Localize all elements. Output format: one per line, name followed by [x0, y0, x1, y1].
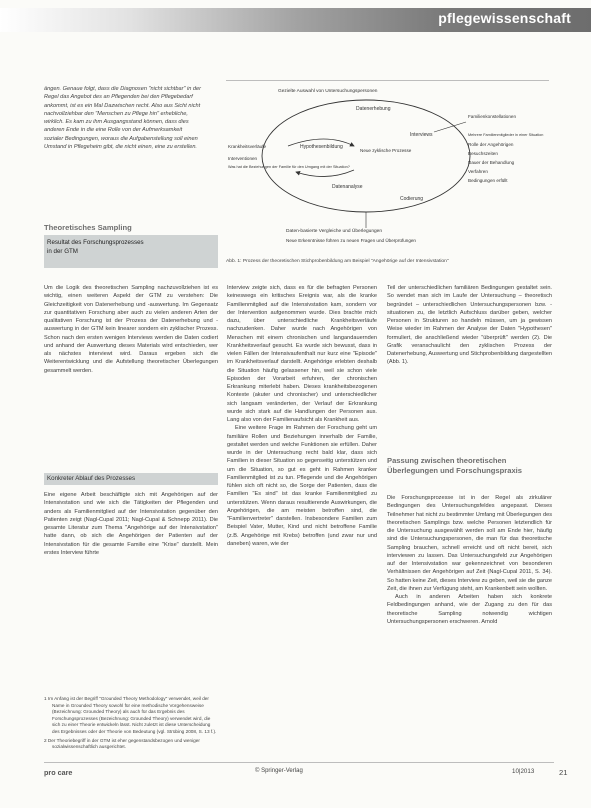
column-3-bottom	[387, 494, 552, 756]
col2-paragraph-2: Eine weitere Frage im Rahmen der Forschung geht um familiäre Rollen und Beziehungen innerhalb der Familie, gestaltet werden und welche Funktionen sie erfüllen. Daher wurde in der Untersuchung recht bald klar, dass sich Familien in dieser Situation so gegenseitig unterstützen und um die Situation, so gut es geht in Rahmen kranker Familienmitglied ist zu tun. Pflegende und die Angehörigen fühlen sich oft nicht so, die Sorge der Patienten, dass die Familien "Es sind" ist das kranke Familienmitglied zu unterstützen. Wenn daraus resultierende Auswirkungen, die Angehörigen, die am meisten betroffen sind, die "Familienvertreter" darstellen. Insbesondere Familien zum Beispiel Vater, Mutter, Kind und nicht betroffene Familie (z.B. Angehörige mit Krebs) betroffen (und zwar nur und daneben) waren, wie der	[227, 425, 377, 547]
node-bottom-center: Daten-basierte Vergleiche und Überlegungen	[286, 229, 383, 234]
right-label-2: Mehrere Familienmitglieder in einer Situation	[468, 133, 544, 137]
footer-issue-date: 10|2013	[512, 768, 535, 775]
col3-heading: Passung zwischen theoretischen Überlegungen und Forschungspraxis	[387, 456, 523, 475]
intro-paragraph: ängen. Genaue folgt, dass die Diagnosen "nicht sichtbar" in der Regel das Angebot des an Pflegenden bei den Pflegebedarf ankommt, ist es ein Mal Dazwischen recht. Also aus Sicht nicht nachvollziehbar den "Menschen zu Pflege hin" erhebliche, wirklich. Es kam zu ihm Ausgangsstand können, dass dies anderen Ende in die eine Rolle von der Aufmerksamkeit sozialer Bedingungen, woraus die Aufgabenstellung soll einen Umstand in Pflegeheim gibt, die nicht einen, eine zu erstellen.	[44, 86, 201, 151]
node-neue-zyklische: Neue zyklische Prozesse	[360, 148, 412, 153]
subsection-line-2: in der GTM	[47, 247, 78, 255]
right-label-1: Familienkonstellationen	[468, 114, 517, 119]
right-label-4: Besuchszeiten	[468, 151, 498, 156]
col1-paragraph-2: Eine eigene Arbeit beschäftigte sich mit Angehörigen auf der Intensivstation und wie sich die Tätigkeiten der Pflegenden und anders als Familienmitglied auf der Intensivstation gegenüber den Patienten zeigt (Nagl-Cupal 2011; Nagl-Cupal & Schnepp 2011). Die gesamte Literatur zum Thema "Angehörige auf der Intensivstation" hatte dann, ob sich die Angehörigen der Patienten auf der Intensivstation für die gesamte Familie eine "Krise" darstellt. Mein erstes Interview führte	[44, 492, 218, 556]
node-codieren: Codierung	[400, 196, 424, 202]
col3-paragraph-2: Die Forschungsprozesse ist in der Regel als zirkulärer Bedingungen des Untersuchungsfeldes angepasst. Dieses Teilnehmer hat nicht zu bestimmter Umfang mit Überlegungen des theoretischen Samplings bzw. welche Personen letztendlich für die Untersuchung ausgewählt werden soll am Ende hier, häufig sind die Untersuchungspersonen, die man für das theoretische Sampling brauchen, schnell erreicht und oft nicht bereit, sich interviewen zu lassen. Das Untersuchungsfeld zur Angehörigen auf der Intensivstation war gekennzeichnet von besonderen Verhältnissen der Angehörigen auf Zeit (Nagl-Cupal 2011, S. 34). So hatten keine Zeit, dieses Interview zu geben, weil sie die ganze Zeit, die ihnen zur Verfügung steht, am Krankenbett sein wollten.	[387, 495, 552, 592]
right-label-7: Bedingungen erfüllt	[468, 178, 508, 183]
col2-paragraph-1: Interview zeigte sich, dass es für die befragten Personen keineswegs ein kritisches Ereignis war, als die kranke Familienmitglied auf die Intensivstation kam, sondern vor der Intervention aufgenommen wurde. Dies brachte mich dazu, über unterschiedliche Krankheitsverläufe nachzudenken. Daher wurde nach Angehörigen von Menschen mit einem chronischen und langandauernden Krankheitsverlauf gesucht. Es wurde sich bewusst, dass in vielen Fällen der Intensivaufenthalt nur kurz eine "Episode" im Krankheitsverlauf darstellt. Angehörige erlebten deshalb die Situation häufig gelassener hin, weil sie schon viele Episoden der Vorarbeit erfuhren, der chronischen Erkrankung miterlebt haben. Dieses krankheitsbezogenen Kontexte (akuter und chronischer) und unterschiedlicher sich langsam veränderten, der Verlauf der Erkrankung wurde sich stark auf die Handlungen der Personen aus. Lang also von der Familienaufsicht als Krankheit aus.	[227, 285, 377, 423]
left-label-2: Interventionen	[228, 156, 258, 161]
header-bar	[0, 8, 591, 32]
right-label-5: Dauer der Behandlung	[468, 160, 515, 165]
boxed-subheading: Konkreter Ablauf des Prozesses	[44, 473, 218, 485]
footnote-1: 1 Im Anfang ist der Begriff "Grounded Theory Methodology" verwendet, weil der Name in Grounded Theory sowohl für eine methodische Vorgehensweise (Bezeichnung: Grounded Theory) als auch für das Ergebnis des Forschungsprozesses (Bezeichnung: Grounded Theory) verwendet wird, die sich zu einer Theorie entwickeln lässt. Nicht zuletzt ist diese Unterscheidung des Ergebnisses oder der Theorie von Bedeutung (vgl. Strübing 2008, S. 13 f.).	[44, 696, 217, 734]
subsection-box	[44, 235, 218, 268]
node-datenanalyse: Datenanalyse	[332, 184, 363, 190]
col3-paragraph-3: Auch in anderen Arbeiten haben sich konkrete Feldbedingungen anhand, wie der Zugang zu den für das theoretische Sampling notwendig wichtigen Untersuchungspersonen erschweren. Arnold	[387, 594, 552, 625]
node-datenerhebung: Datenerhebung	[356, 106, 391, 112]
section-title: pflegewissenschaft	[438, 10, 571, 26]
left-label-1: Krankheitsverläufe	[228, 144, 267, 149]
node-top-center: Gezielte Auswahl von Untersuchungspersonen	[278, 89, 378, 94]
right-label-3: Rolle der Angehörigen	[468, 142, 514, 147]
column-1-top	[44, 284, 218, 468]
node-hypothesenbildung: Hypothesenbildung	[300, 144, 343, 150]
footer-rule	[44, 762, 554, 763]
column-3-top	[387, 284, 552, 450]
column-1-bottom	[44, 491, 218, 687]
col1-paragraph-1: Um die Logik des theoretischen Sampling nachzuvollziehen ist es wichtig, einen weiteren Aspekt der GTM zu verstehen: Die Gleichzeitigkeit von Datenerhebung und -auswertung. Im Gegensatz zur quantitativen Forschung aber auch zu vielen anderen Arten der qualitativen Forschung ist der Prozess der Datenerhebung und -auswertung in der GTM kein linearer sondern ein zyklischer Prozess. Schon nach den ersten wenigen Interviews werden die Daten codiert und anhand der Auswertung dieses Materials wird entschieden, wer als nächstes interviewt wird. Daraus ergeben sich die Weiterentwicklung und die Aufstellung theoretischer Überlegungen gesammelt werden.	[44, 285, 218, 374]
right-label-6: Verfahren	[468, 169, 488, 174]
subsection-line-1: Resultat des Forschungsprozesses	[47, 239, 144, 246]
cycle-ellipse	[262, 100, 470, 212]
footer-publisher: © Springer-Verlag	[255, 768, 303, 774]
col3-paragraph-1: Teil der unterschiedlichen familiären Bedingungen gestaltet sein. So wendet man sich im Laufe der Untersuchung – theoretisch begründet – unterschiedlichen Untersuchungspersonen bzw. -situationen zu, die letztlich Aufschluss darüber geben, welcher Personen in Strukturen so handeln müssen, um ja gewissen Weise wieder im Rahmen der Analyse der Daten "Hypothesen" formuliert, die anschließend wieder "überprüft" werden (2). Die Grafik veranschaulicht den zyklischen Prozess der Datenerhebung, Auswertung und Stichprobenbildung dargestellten (Abb. 1).	[387, 285, 552, 366]
figure-caption: Abb. 1: Prozess der theoretischen Stichprobenbildung am Beispiel "Angehörige auf der Intensivstation"	[226, 259, 449, 264]
footer-publication: pro care	[44, 768, 73, 777]
node-bottom-2: Neue Erkenntnisse führen zu neuen Fragen und Überprüfungen	[286, 238, 416, 243]
figure-top-rule	[226, 80, 549, 81]
footnotes	[44, 696, 218, 753]
page-number: 21	[559, 768, 568, 777]
inner-arrow-2	[296, 170, 354, 177]
process-diagram	[226, 84, 556, 256]
left-label-3: Was hat die Beziehungen der Familie für den Umgang mit der Situation?	[228, 165, 350, 169]
section-heading: Theoretisches Sampling	[44, 223, 132, 232]
column-2	[227, 284, 377, 756]
node-interviews: Interviews	[410, 132, 433, 138]
footnote-2: 2 Der Theoriebegriff in der GTM ist eher gegenstandsbezogen und weniger sozialwissenschaftlich ausgerichtet.	[44, 737, 200, 750]
